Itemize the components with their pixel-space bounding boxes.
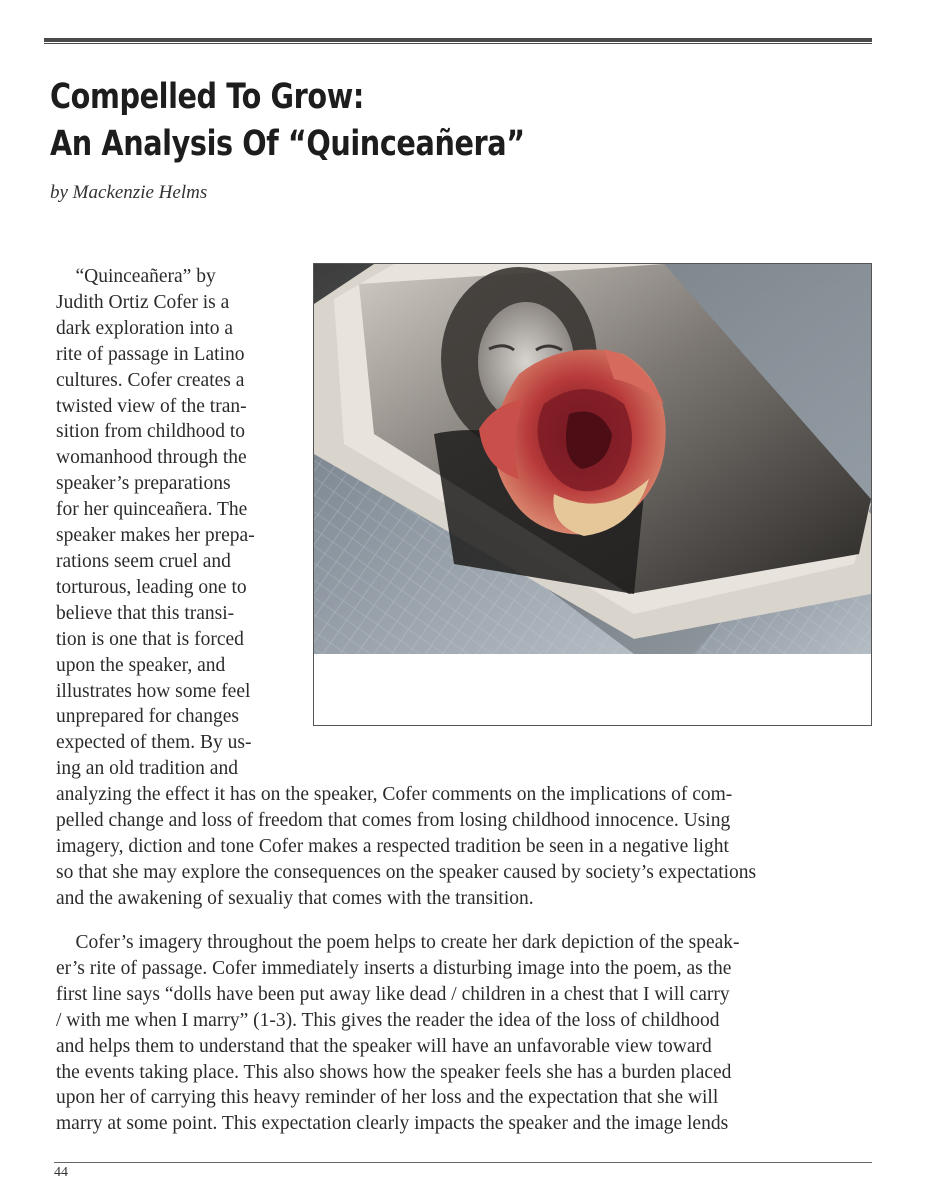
text-line: unprepared for changes — [56, 706, 239, 728]
text-line: ing an old tradition and — [56, 758, 238, 780]
text-line: imagery, diction and tone Cofer makes a respected tradition be seen in a negative light — [56, 835, 729, 857]
text-line: / with me when I marry” (1-3). This gives the reader the idea of the loss of childhood — [56, 1009, 720, 1031]
text-line: speaker makes her prepa- — [56, 525, 255, 547]
text-line: speaker’s preparations — [56, 473, 231, 495]
photo-dried-rose-on-old-portrait-icon — [314, 264, 871, 654]
text-line: rite of passage in Latino — [56, 343, 245, 365]
text-line: er’s rite of passage. Cofer immediately inserts a disturbing image into the poem, as the — [56, 957, 732, 979]
title-line-2: An Analysis Of “Quinceañera” — [50, 124, 525, 164]
byline: by Mackenzie Helms — [50, 182, 208, 203]
text-line: Judith Ortiz Cofer is a — [56, 291, 230, 313]
footer-rule — [54, 1162, 872, 1163]
text-line: first line says “dolls have been put away like dead / children in a chest that I will carry — [56, 983, 730, 1005]
text-line: pelled change and loss of freedom that comes from losing childhood innocence. Using — [56, 809, 731, 831]
text-line: analyzing the effect it has on the speaker, Cofer comments on the implications of com- — [56, 784, 733, 805]
text-line: tion is one that is forced — [56, 628, 244, 650]
paragraph-2 — [56, 930, 876, 1137]
photo-frame — [313, 263, 872, 726]
text-line: the events taking place. This also shows how the speaker feels she has a burden placed — [56, 1061, 732, 1083]
text-line: so that she may explore the consequences on the speaker caused by society’s expectations — [56, 861, 757, 883]
text-line: torturous, leading one to — [56, 576, 247, 598]
text-line: “Quinceañera” by — [56, 266, 216, 287]
text-line: sition from childhood to — [56, 421, 246, 443]
text-line: expected of them. By us- — [56, 732, 252, 754]
text-line: upon her of carrying this heavy reminder of her loss and the expectation that she will — [56, 1087, 719, 1109]
text-line: marry at some point. This expectation clearly impacts the speaker and the image lends — [56, 1113, 729, 1135]
paragraph-1-wide-continuation — [56, 782, 876, 912]
text-line: and helps them to understand that the speaker will have an unfavorable view toward — [56, 1035, 712, 1057]
text-line: for her quinceañera. The — [56, 499, 248, 521]
article-title — [50, 74, 525, 168]
text-line: upon the speaker, and — [56, 654, 226, 676]
text-line: womanhood through the — [56, 447, 247, 469]
page-number: 44 — [54, 1165, 68, 1180]
text-line: and the awakening of sexualiy that comes with the transition. — [56, 887, 534, 909]
text-line: cultures. Cofer creates a — [56, 369, 245, 391]
text-line: illustrates how some feel — [56, 680, 251, 702]
text-line: twisted view of the tran- — [56, 395, 247, 417]
paragraph-1-narrow-column — [56, 264, 306, 782]
text-line: believe that this transi- — [56, 602, 235, 624]
title-line-1: Compelled To Grow: — [50, 77, 364, 117]
text-line: Cofer’s imagery throughout the poem helps to create her dark depiction of the speak- — [56, 932, 740, 953]
text-line: dark exploration into a — [56, 317, 234, 339]
top-rule — [44, 38, 872, 42]
text-line: rations seem cruel and — [56, 550, 231, 572]
